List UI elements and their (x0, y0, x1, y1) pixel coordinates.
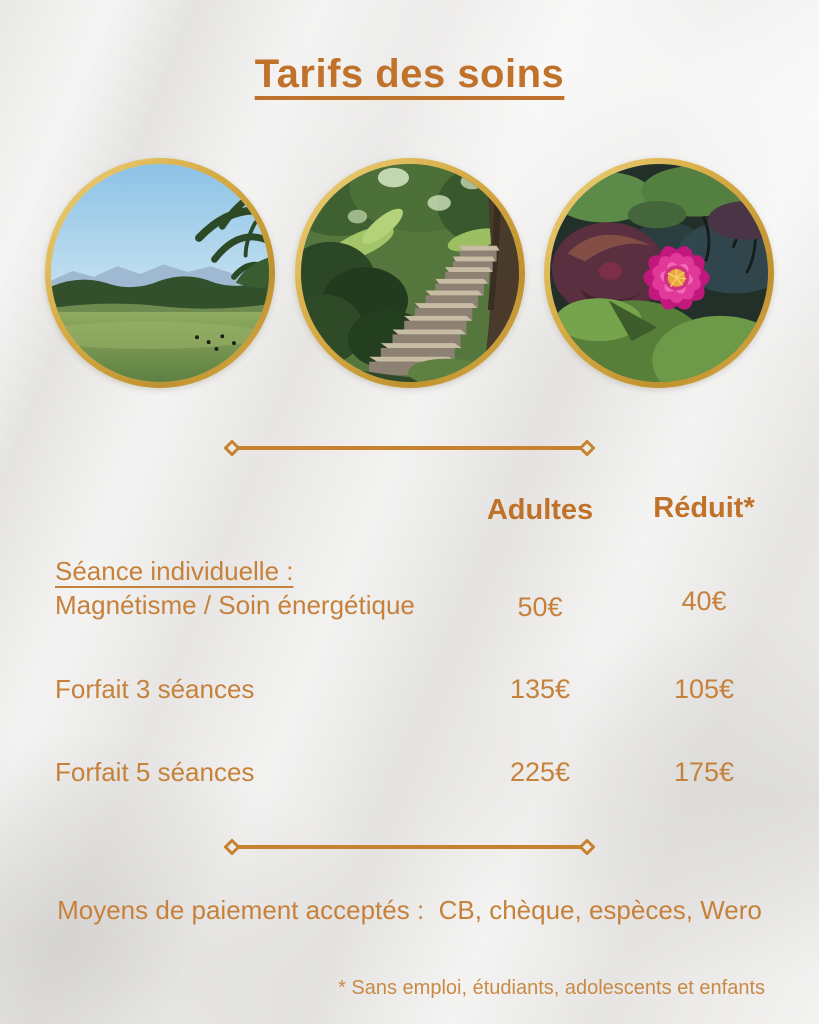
row-forfait5-label: Forfait 5 séances (55, 757, 255, 787)
diamond-icon (581, 841, 594, 854)
column-header-reduit: Réduit* (653, 492, 755, 524)
water-lily-image (550, 164, 768, 382)
garden-stairs-photo (301, 164, 519, 382)
diamond-icon (226, 442, 239, 455)
diamond-icon (226, 841, 239, 854)
meadow-landscape-image (51, 164, 269, 382)
payment-methods-line: Moyens de paiement acceptés : CB, chèque, espèces, Wero (57, 895, 762, 925)
price-forfait3-reduit: 105€ (673, 674, 735, 704)
photo-row (45, 158, 774, 388)
price-forfait5-reduit: 175€ (673, 757, 735, 787)
price-seance-reduit: 40€ (681, 586, 727, 616)
meadow-landscape-photo (51, 164, 269, 382)
photo-frame-stairs (295, 158, 525, 388)
divider-bottom (224, 839, 595, 855)
garden-stairs-image (301, 164, 519, 382)
photo-frame-meadow (45, 158, 275, 388)
page-title: Tarifs des soins (254, 52, 565, 96)
price-forfait5-adultes: 225€ (509, 757, 571, 787)
diamond-icon (581, 442, 594, 455)
reduced-rate-footnote: * Sans emploi, étudiants, adolescents et enfants (338, 977, 765, 999)
price-forfait3-adultes: 135€ (509, 674, 571, 704)
column-header-adultes: Adultes (486, 494, 594, 526)
row-forfait3-label: Forfait 3 séances (55, 674, 255, 704)
divider-top (224, 440, 595, 456)
row-seance-sublabel: Magnétisme / Soin énergétique (55, 590, 415, 620)
price-seance-adultes: 50€ (517, 592, 563, 622)
row-seance-label: Séance individuelle : (55, 556, 294, 586)
water-lily-photo (550, 164, 768, 382)
photo-frame-lily (544, 158, 774, 388)
